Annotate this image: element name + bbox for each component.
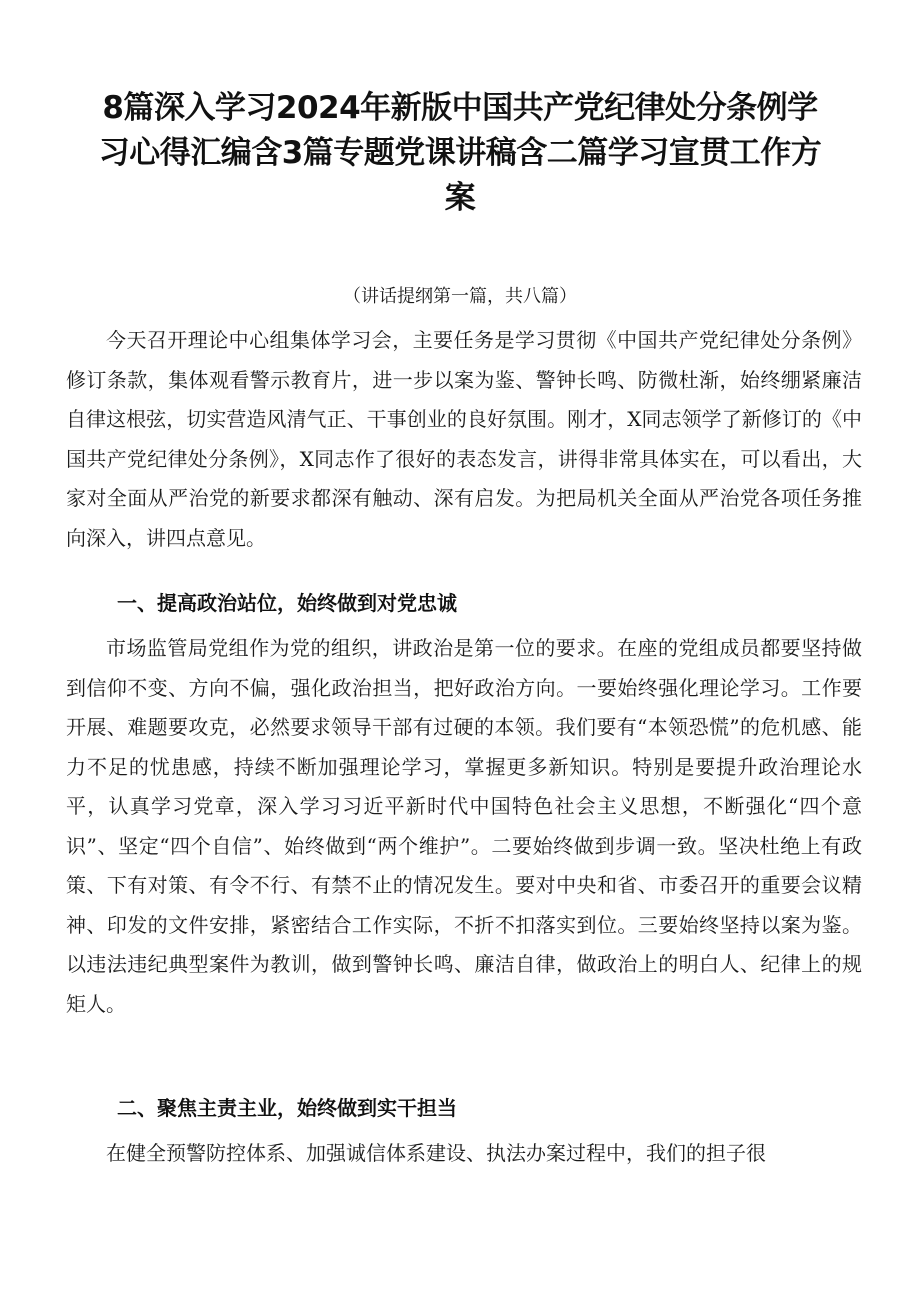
paragraph-section-2: 在健全预警防控体系、加强诚信体系建设、执法办案过程中，我们的担子很 (106, 1141, 766, 1165)
section-heading-1: 一、提高政治站位，始终做到对党忠诚 (117, 591, 457, 615)
document-subtitle: （讲话提纲第一篇，共八篇） (343, 286, 577, 307)
document-title: 8篇深入学习2024年新版中国共产党纪律处分条例学习心得汇编含3篇专题党课讲稿含二篇学习宣贯工作方案 (98, 90, 822, 216)
paragraph-section-1: 市场监管局党组作为党的组织，讲政治是第一位的要求。在座的党组成员都要坚持做到信仰不变、方向不偏，强化政治担当，把好政治方向。一要始终强化理论学习。工作要开展、难题要攻克，必然要求领导干部有过硬的本领。我们要有“本领恐慌”的危机感、能力不足的忧患感，持续不断加强理论学习，掌握更多新知识。特别是要提升政治理论水平，认真学习党章，深入学习习近平新时代中国特色社会主义思想，不断强化“四个意识”、坚定“四个自信”、始终做到“两个维护”。二要始终做到步调一致。坚决杜绝上有政策、下有对策、有令不行、有禁不止的情况发生。要对中央和省、市委召开的重要会议精神、印发的文件安排，紧密结合工作实际，不折不扣落实到位。三要始终坚持以案为鉴。以违法违纪典型案件为教训，做到警钟长鸣、廉洁自律，做政治上的明白人、纪律上的规矩人。 (66, 636, 862, 1016)
paragraph-intro: 今天召开理论中心组集体学习会，主要任务是学习贯彻《中国共产党纪律处分条例》修订条款，集体观看警示教育片，进一步以案为鉴、警钟长鸣、防微杜渐，始终绷紧廉洁自律这根弦，切实营造风清气正、干事创业的良好氛围。刚才，X同志领学了新修订的《中国共产党纪律处分条例》，X同志作了很好的表态发言，讲得非常具体实在，可以看出，大家对全面从严治党的新要求都深有触动、深有启发。为把局机关全面从严治党各项任务推向深入，讲四点意见。 (66, 328, 862, 550)
section-heading-2: 二、聚焦主责主业，始终做到实干担当 (117, 1096, 457, 1120)
